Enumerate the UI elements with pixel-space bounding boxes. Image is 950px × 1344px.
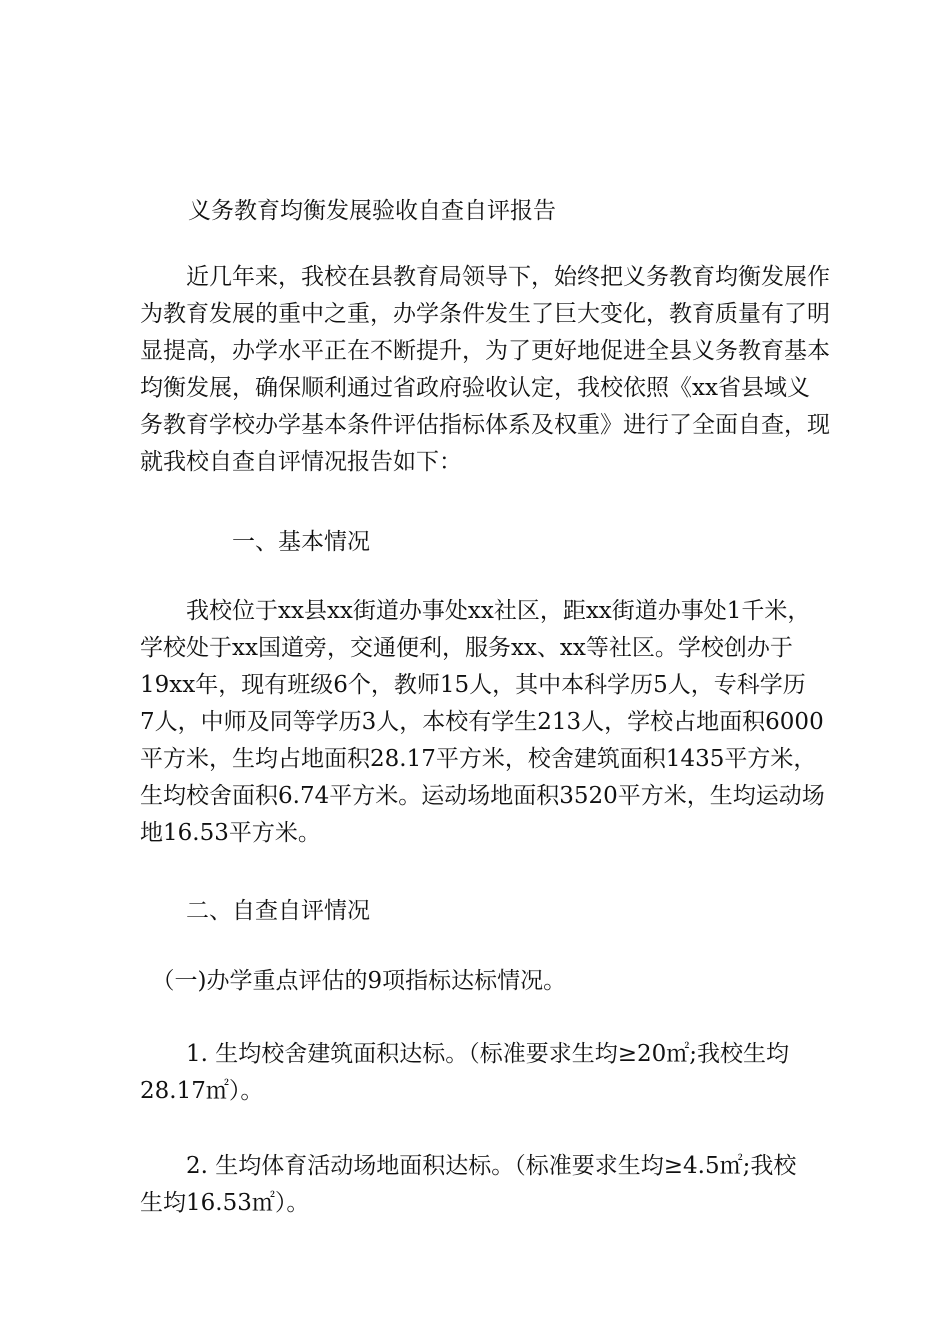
section1-line: 生均校舍面积6.74平方米。运动场地面积3520平方米，生均运动场 xyxy=(140,783,825,809)
section1-line: 19xx年，现有班级6个，教师15人，其中本科学历5人，专科学历 xyxy=(140,672,806,698)
section1-line: 地16.53平方米。 xyxy=(140,820,321,846)
item1-line: 28.17㎡）。 xyxy=(140,1078,264,1104)
intro-line: 近几年来，我校在县教育局领导下，始终把义务教育均衡发展作 xyxy=(140,264,830,290)
item1-line: 1. 生均校舍建筑面积达标。（标准要求生均≥20㎡;我校生均 xyxy=(140,1041,790,1067)
intro-paragraph xyxy=(140,259,830,481)
item2-line: 生均16.53㎡）。 xyxy=(140,1190,310,1216)
intro-line: 就我校自查自评情况报告如下： xyxy=(140,449,462,475)
item1-paragraph xyxy=(140,1036,820,1110)
intro-line: 显提高，办学水平正在不断提升，为了更好地促进全县义务教育基本 xyxy=(140,338,830,364)
intro-line: 均衡发展，确保顺利通过省政府验收认定，我校依照《xx省县域义 xyxy=(140,375,810,401)
section1-line: 7人，中师及同等学历3人，本校有学生213人，学校占地面积6000 xyxy=(140,709,824,735)
document-title: 义务教育均衡发展验收自查自评报告 xyxy=(188,198,556,224)
intro-line: 为教育发展的重中之重，办学条件发生了巨大变化，教育质量有了明 xyxy=(140,301,830,327)
section1-line: 我校位于xx县xx街道办事处xx社区，距xx街道办事处1千米， xyxy=(140,598,811,624)
subsection1-heading: （一)办学重点评估的9项指标达标情况。 xyxy=(140,968,567,994)
section1-line: 学校处于xx国道旁，交通便利，服务xx、xx等社区。学校创办于 xyxy=(140,635,793,661)
section2-heading: 二、自查自评情况 xyxy=(140,898,370,924)
item2-paragraph xyxy=(140,1148,820,1222)
item2-line: 2. 生均体育活动场地面积达标。（标准要求生均≥4.5㎡;我校 xyxy=(140,1153,797,1179)
intro-line: 务教育学校办学基本条件评估指标体系及权重》进行了全面自查，现 xyxy=(140,412,830,438)
section1-paragraph xyxy=(140,593,825,852)
section1-heading: 一、基本情况 xyxy=(232,529,370,555)
section1-line: 平方米，生均占地面积28.17平方米，校舍建筑面积1435平方米， xyxy=(140,746,817,772)
